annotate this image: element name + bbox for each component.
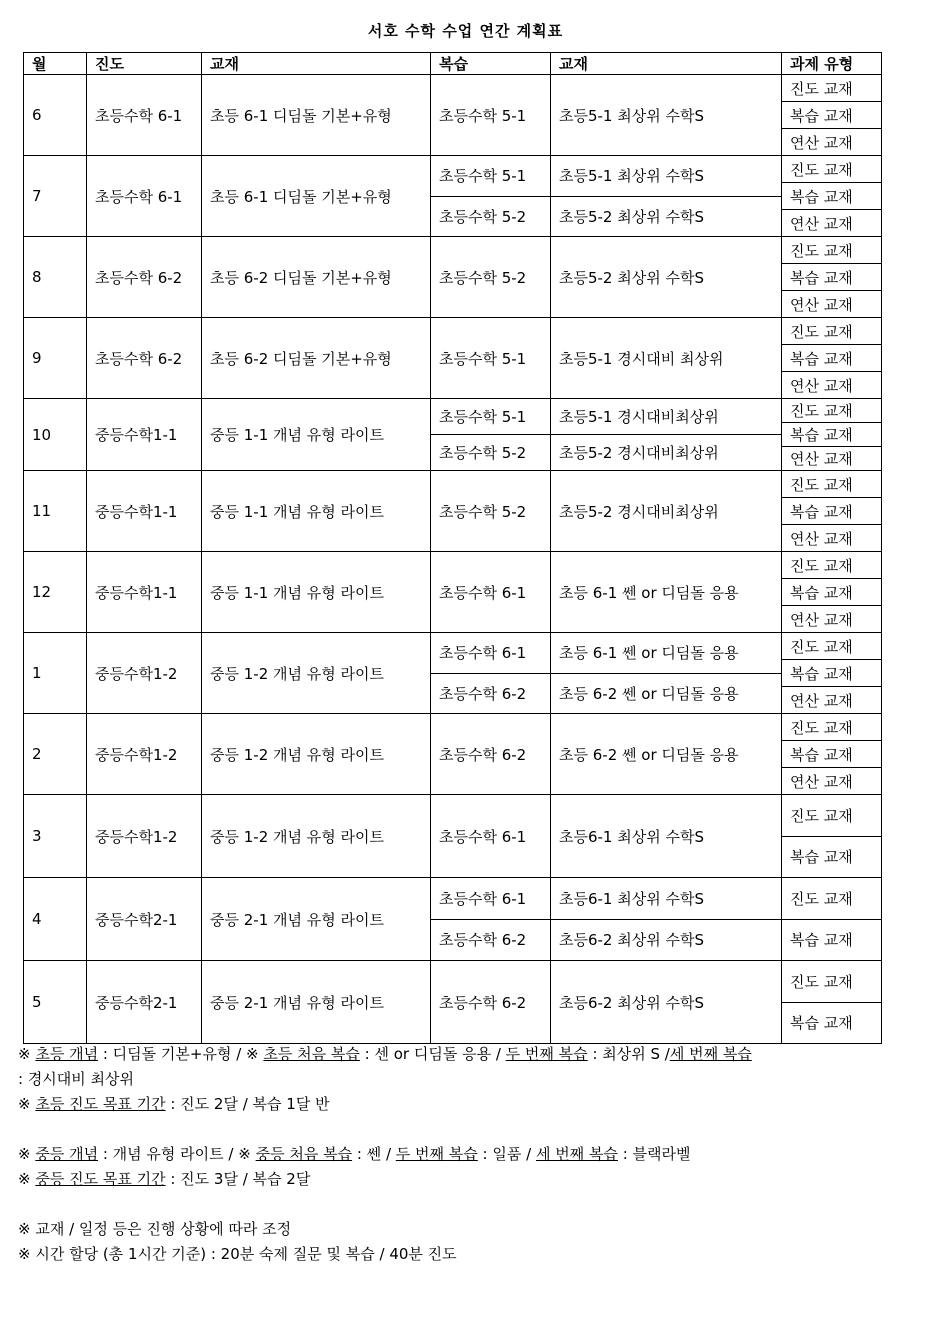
note-line: ※ 중등 진도 목표 기간 : 진도 3달 / 복습 2달 xyxy=(18,1170,311,1188)
review-cell xyxy=(431,714,551,795)
review-book-cell xyxy=(551,633,782,714)
note-key: 세 번째 복습 xyxy=(535,1145,618,1163)
task-type-cell-item: 진도 교재 xyxy=(790,322,853,341)
month-cell: 1 xyxy=(24,633,87,714)
task-type-cell-item: 진도 교재 xyxy=(790,972,853,991)
progress-cell: 중등수학1-2 xyxy=(87,795,202,878)
review-book-cell xyxy=(551,75,782,156)
review-cell-item: 초등수학 6-1 xyxy=(439,644,527,663)
task-type-cell-item: 진도 교재 xyxy=(790,160,853,179)
table-row xyxy=(24,75,882,156)
progress-cell: 초등수학 6-1 xyxy=(87,75,202,156)
book-cell: 중등 1-1 개념 유형 라이트 xyxy=(202,552,431,633)
review-book-cell xyxy=(551,714,782,795)
plan-table xyxy=(23,52,882,1044)
header-month: 월 xyxy=(24,53,87,75)
book-cell: 중등 1-2 개념 유형 라이트 xyxy=(202,714,431,795)
review-cell-item: 초등수학 6-1 xyxy=(439,583,527,602)
review-book-cell xyxy=(551,878,782,961)
book-cell: 초등 6-1 디딤돌 기본+유형 xyxy=(202,75,431,156)
book-cell: 중등 2-1 개념 유형 라이트 xyxy=(202,961,431,1044)
review-book-cell-item: 초등 6-1 쎈 or 디딤돌 응용 xyxy=(559,583,739,602)
table-row xyxy=(24,318,882,399)
progress-cell: 중등수학1-1 xyxy=(87,471,202,552)
progress-cell: 초등수학 6-2 xyxy=(87,318,202,399)
task-type-cell xyxy=(782,633,882,714)
review-book-cell-item: 초등5-1 최상위 수학S xyxy=(559,106,704,125)
month-cell: 6 xyxy=(24,75,87,156)
review-cell xyxy=(431,237,551,318)
review-book-cell-item: 초등 6-1 쎈 or 디딤돌 응용 xyxy=(559,644,739,663)
book-cell: 중등 1-2 개념 유형 라이트 xyxy=(202,795,431,878)
progress-cell: 중등수학2-1 xyxy=(87,878,202,961)
note-line: ※ 중등 개념 : 개념 유형 라이트 / ※ 중등 처음 복습 : 쎈 / 두 번째 복습 : 일품 / 세 번째 복습 : 블랙라벨 xyxy=(18,1145,691,1163)
month-cell: 7 xyxy=(24,156,87,237)
review-cell-item: 초등수학 6-2 xyxy=(439,745,527,764)
task-type-cell xyxy=(782,237,882,318)
task-type-cell-item: 연산 교재 xyxy=(782,605,881,632)
book-cell: 초등 6-1 디딤돌 기본+유형 xyxy=(202,156,431,237)
table-row xyxy=(24,714,882,795)
note-key: 중등 처음 복습 xyxy=(255,1145,353,1163)
review-book-cell-item: 초등6-1 최상위 수학S xyxy=(559,827,704,846)
task-type-cell-item: 연산 교재 xyxy=(782,290,881,317)
task-type-cell-item: 복습 교재 xyxy=(782,1002,881,1044)
month-cell: 9 xyxy=(24,318,87,399)
book-cell: 중등 1-2 개념 유형 라이트 xyxy=(202,633,431,714)
review-cell xyxy=(431,878,551,961)
month-cell: 3 xyxy=(24,795,87,878)
month-cell: 10 xyxy=(24,399,87,471)
review-book-cell-item: 초등5-2 경시대비최상위 xyxy=(551,434,781,470)
review-book-cell xyxy=(551,961,782,1044)
task-type-cell-item: 진도 교재 xyxy=(790,889,853,908)
review-book-cell xyxy=(551,318,782,399)
task-type-cell xyxy=(782,795,882,878)
task-type-cell-item: 복습 교재 xyxy=(782,836,881,878)
month-cell: 8 xyxy=(24,237,87,318)
month-cell: 12 xyxy=(24,552,87,633)
task-type-cell-item: 복습 교재 xyxy=(782,344,881,371)
table-row xyxy=(24,552,882,633)
book-cell: 초등 6-2 디딤돌 기본+유형 xyxy=(202,318,431,399)
header-progress: 진도 xyxy=(87,53,202,75)
review-book-cell-item: 초등 6-2 쎈 or 디딤돌 응용 xyxy=(559,745,739,764)
task-type-cell-item: 진도 교재 xyxy=(790,637,853,656)
review-book-cell-item: 초등5-2 최상위 수학S xyxy=(551,196,781,237)
task-type-cell-item: 진도 교재 xyxy=(790,806,853,825)
note-key: 세 번째 복습 xyxy=(669,1045,752,1063)
review-cell-item: 초등수학 5-1 xyxy=(439,408,527,426)
review-book-cell xyxy=(551,156,782,237)
task-type-cell-item: 복습 교재 xyxy=(782,659,881,686)
task-type-cell-item: 복습 교재 xyxy=(782,263,881,290)
review-cell-item: 초등수학 6-2 xyxy=(431,673,550,714)
task-type-cell-item: 진도 교재 xyxy=(790,402,853,420)
review-cell-item: 초등수학 6-2 xyxy=(431,919,550,961)
review-book-cell-item: 초등 6-2 쎈 or 디딤돌 응용 xyxy=(551,673,781,714)
review-book-cell xyxy=(551,237,782,318)
note-key: 두 번째 복습 xyxy=(395,1145,478,1163)
task-type-cell-item: 진도 교재 xyxy=(790,475,853,494)
review-book-cell-item: 초등6-1 최상위 수학S xyxy=(559,889,704,908)
note-line: ※ 시간 할당 (총 1시간 기준) : 20분 숙제 질문 및 복습 / 40분 진도 xyxy=(18,1245,457,1263)
table-row xyxy=(24,961,882,1044)
review-cell-item: 초등수학 5-1 xyxy=(439,106,527,125)
task-type-cell xyxy=(782,471,882,552)
review-cell xyxy=(431,961,551,1044)
review-book-cell xyxy=(551,552,782,633)
book-cell: 중등 2-1 개념 유형 라이트 xyxy=(202,878,431,961)
task-type-cell-item: 복습 교재 xyxy=(782,740,881,767)
task-type-cell-item: 진도 교재 xyxy=(790,79,853,98)
review-book-cell xyxy=(551,471,782,552)
header-book: 교재 xyxy=(202,53,431,75)
progress-cell: 중등수학1-2 xyxy=(87,714,202,795)
review-book-cell-item: 초등6-2 최상위 수학S xyxy=(551,919,781,961)
book-cell: 초등 6-2 디딤돌 기본+유형 xyxy=(202,237,431,318)
progress-cell: 초등수학 6-2 xyxy=(87,237,202,318)
note-key: 두 번째 복습 xyxy=(505,1045,588,1063)
review-cell-item: 초등수학 5-1 xyxy=(439,349,527,368)
task-type-cell-item: 진도 교재 xyxy=(790,718,853,737)
notes xyxy=(18,1042,888,1267)
month-cell: 5 xyxy=(24,961,87,1044)
note-key: 초등 처음 복습 xyxy=(263,1045,360,1063)
review-cell xyxy=(431,471,551,552)
header-row xyxy=(24,53,882,75)
task-type-cell-item: 복습 교재 xyxy=(782,101,881,128)
header-review-book: 교재 xyxy=(551,53,782,75)
task-type-cell-item: 연산 교재 xyxy=(782,767,881,794)
note-key: 중등 개념 xyxy=(35,1145,99,1163)
table-row xyxy=(24,878,882,961)
task-type-cell-item: 진도 교재 xyxy=(790,241,853,260)
task-type-cell-item: 복습 교재 xyxy=(782,919,881,961)
header-task-type: 과제 유형 xyxy=(782,53,882,75)
review-cell xyxy=(431,399,551,471)
month-cell: 11 xyxy=(24,471,87,552)
review-book-cell-item: 초등5-1 경시대비 최상위 xyxy=(559,349,724,368)
note-line: ※ 초등 진도 목표 기간 : 진도 2달 / 복습 1달 반 xyxy=(18,1095,330,1113)
review-cell xyxy=(431,552,551,633)
task-type-cell xyxy=(782,318,882,399)
task-type-cell-item: 복습 교재 xyxy=(782,422,881,446)
task-type-cell-item: 연산 교재 xyxy=(782,524,881,551)
review-cell-item: 초등수학 5-2 xyxy=(439,502,527,521)
table-row xyxy=(24,399,882,471)
note-line: : 경시대비 최상위 xyxy=(18,1070,135,1088)
review-cell xyxy=(431,318,551,399)
review-cell xyxy=(431,75,551,156)
review-book-cell-item: 초등5-1 경시대비최상위 xyxy=(559,408,719,426)
book-cell: 중등 1-1 개념 유형 라이트 xyxy=(202,399,431,471)
review-book-cell-item: 초등6-2 최상위 수학S xyxy=(559,993,704,1012)
task-type-cell xyxy=(782,399,882,471)
table-row xyxy=(24,471,882,552)
review-cell-item: 초등수학 6-1 xyxy=(439,889,527,908)
note-line: ※ 초등 개념 : 디딤돌 기본+유형 / ※ 초등 처음 복습 : 센 or 디딤돌 응용 / 두 번째 복습 : 최상위 S /세 번째 복습 xyxy=(18,1045,752,1063)
month-cell: 2 xyxy=(24,714,87,795)
header-review: 복습 xyxy=(431,53,551,75)
task-type-cell-item: 연산 교재 xyxy=(782,686,881,713)
task-type-cell-item: 연산 교재 xyxy=(782,128,881,155)
progress-cell: 초등수학 6-1 xyxy=(87,156,202,237)
progress-cell: 중등수학2-1 xyxy=(87,961,202,1044)
review-cell xyxy=(431,795,551,878)
progress-cell: 중등수학1-1 xyxy=(87,552,202,633)
month-cell: 4 xyxy=(24,878,87,961)
review-cell-item: 초등수학 6-2 xyxy=(439,993,527,1012)
review-cell-item: 초등수학 5-2 xyxy=(439,268,527,287)
page-title: 서호 수학 수업 연간 계획표 xyxy=(367,22,564,40)
review-cell-item: 초등수학 5-2 xyxy=(431,196,550,237)
note-key: 초등 진도 목표 기간 xyxy=(35,1095,166,1113)
progress-cell: 중등수학1-1 xyxy=(87,399,202,471)
review-book-cell-item: 초등5-2 최상위 수학S xyxy=(559,268,704,287)
task-type-cell xyxy=(782,878,882,961)
task-type-cell xyxy=(782,156,882,237)
task-type-cell-item: 연산 교재 xyxy=(782,371,881,398)
note-key: 중등 진도 목표 기간 xyxy=(35,1170,166,1188)
review-cell xyxy=(431,156,551,237)
review-cell xyxy=(431,633,551,714)
book-cell: 중등 1-1 개념 유형 라이트 xyxy=(202,471,431,552)
task-type-cell-item: 진도 교재 xyxy=(790,556,853,575)
review-book-cell-item: 초등5-2 경시대비최상위 xyxy=(559,502,719,521)
note-key: 초등 개념 xyxy=(35,1045,99,1063)
task-type-cell xyxy=(782,714,882,795)
task-type-cell-item: 복습 교재 xyxy=(782,182,881,209)
task-type-cell xyxy=(782,75,882,156)
review-cell-item: 초등수학 6-1 xyxy=(439,827,527,846)
task-type-cell xyxy=(782,961,882,1044)
table-row xyxy=(24,633,882,714)
review-book-cell xyxy=(551,399,782,471)
review-book-cell-item: 초등5-1 최상위 수학S xyxy=(559,167,704,186)
task-type-cell-item: 복습 교재 xyxy=(782,578,881,605)
progress-cell: 중등수학1-2 xyxy=(87,633,202,714)
task-type-cell-item: 연산 교재 xyxy=(782,446,881,470)
review-cell-item: 초등수학 5-1 xyxy=(439,167,527,186)
note-line: ※ 교재 / 일정 등은 진행 상황에 따라 조정 xyxy=(18,1220,292,1238)
table-row xyxy=(24,237,882,318)
review-book-cell xyxy=(551,795,782,878)
table-row xyxy=(24,795,882,878)
review-cell-item: 초등수학 5-2 xyxy=(431,434,550,470)
table-row xyxy=(24,156,882,237)
task-type-cell-item: 복습 교재 xyxy=(782,497,881,524)
task-type-cell xyxy=(782,552,882,633)
task-type-cell-item: 연산 교재 xyxy=(782,209,881,236)
